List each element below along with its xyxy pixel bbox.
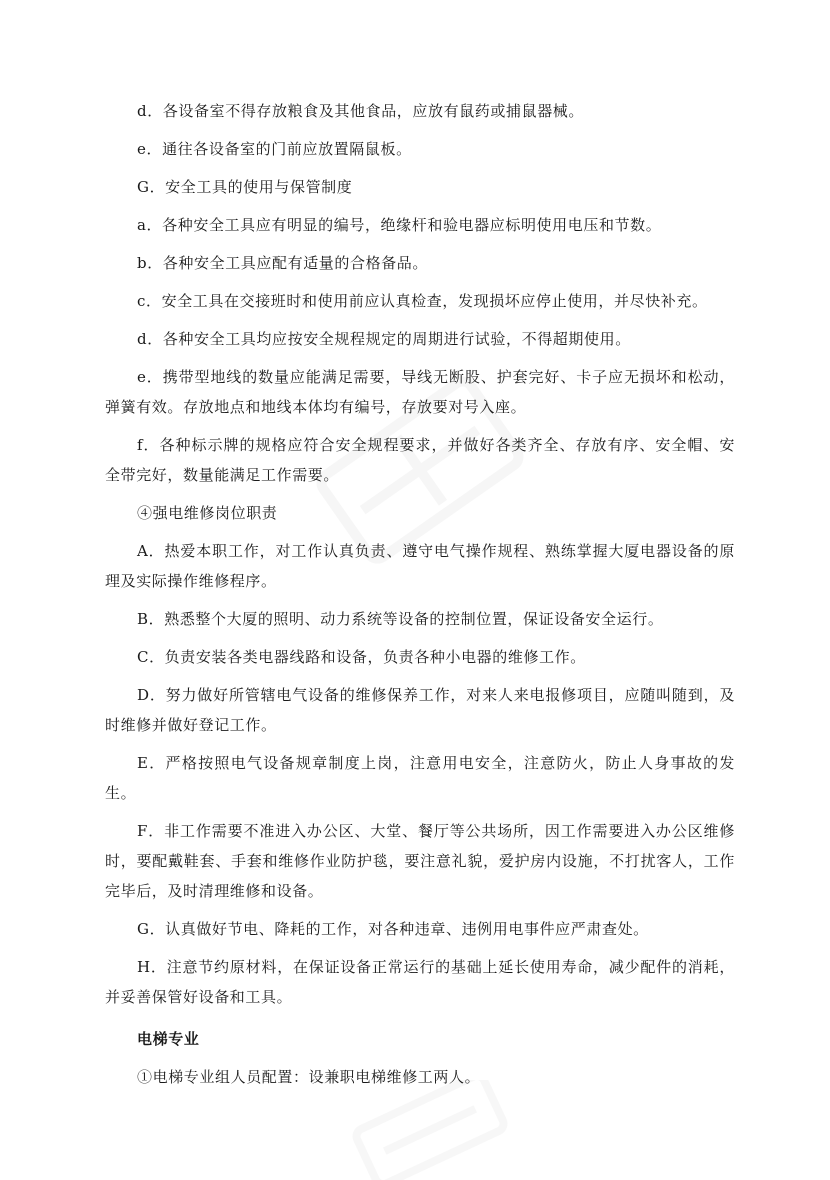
paragraph-duty-b: B．熟悉整个大厦的照明、动力系统等设备的控制位置，保证设备安全运行。: [137, 610, 664, 628]
paragraph-f-signs: f．各种标示牌的规格应符合安全规程要求，并做好各类齐全、存放有序、安全帽、安全带完好，数量能满足工作需要。: [105, 436, 735, 484]
paragraph-duty-g: G．认真做好节电、降耗的工作，对各种违章、违例用电事件应严肃查处。: [137, 920, 649, 938]
paragraph-duty-a: A．热爱本职工作，对工作认真负责、遵守电气操作规程、熟练掌握大厦电器设备的原理及实际操作维修程序。: [105, 542, 735, 590]
paragraph-duty-c: C．负责安装各类电器线路和设备，负责各种小电器的维修工作。: [137, 648, 586, 666]
paragraph-e-ground-wire: e．携带型地线的数量应能满足需要，导线无断股、护套完好、卡子应无损坏和松动，弹簧有效。存放地点和地线本体均有编号，存放要对号入座。: [105, 368, 735, 416]
paragraph-g-safety-tools-title: G．安全工具的使用与保管制度: [137, 178, 353, 196]
paragraph-duty-h: H．注意节约原材料，在保证设备正常运行的基础上延长使用寿命，减少配件的消耗，并妥善保管好设备和工具。: [105, 958, 735, 1006]
paragraph-elevator-staffing: ①电梯专业组人员配置：设兼职电梯维修工两人。: [137, 1068, 481, 1086]
paragraph-b-spare-parts: b．各种安全工具应配有适量的合格备品。: [137, 254, 429, 272]
paragraph-duty-e: E．严格按照电气设备规章制度上岗，注意用电安全，注意防火，防止人身事故的发生。: [105, 754, 735, 802]
section-heading-elevator: 电梯专业: [137, 1030, 200, 1048]
paragraph-duty-f: F．非工作需要不准进入办公区、大堂、餐厅等公共场所，因工作需要进入办公区维修时，要配戴鞋套、手套和维修作业防护毯，要注意礼貌，爱护房内设施，不打扰客人，工作完毕后，及时清理维修和设备。: [105, 822, 735, 900]
document-body: [105, 96, 735, 1100]
paragraph-d-food-storage: d．各设备室不得存放粮食及其他食品，应放有鼠药或捕鼠器械。: [137, 102, 585, 120]
paragraph-d-periodic-test: d．各种安全工具均应按安全规程规定的周期进行试验，不得超期使用。: [137, 330, 631, 348]
paragraph-c-inspection: c．安全工具在交接班时和使用前应认真检查，发现损坏应停止使用，并尽快补充。: [137, 292, 708, 310]
paragraph-e-rat-guard: e．通往各设备室的门前应放置隔鼠板。: [137, 140, 412, 158]
paragraph-electrical-duties-title: ④强电维修岗位职责: [137, 504, 278, 522]
paragraph-a-tool-numbering: a．各种安全工具应有明显的编号，绝缘杆和验电器应标明使用电压和节数。: [137, 216, 662, 234]
paragraph-duty-d: D．努力做好所管辖电气设备的维修保养工作，对来人来电报修项目，应随叫随到，及时维修并做好登记工作。: [105, 686, 735, 734]
